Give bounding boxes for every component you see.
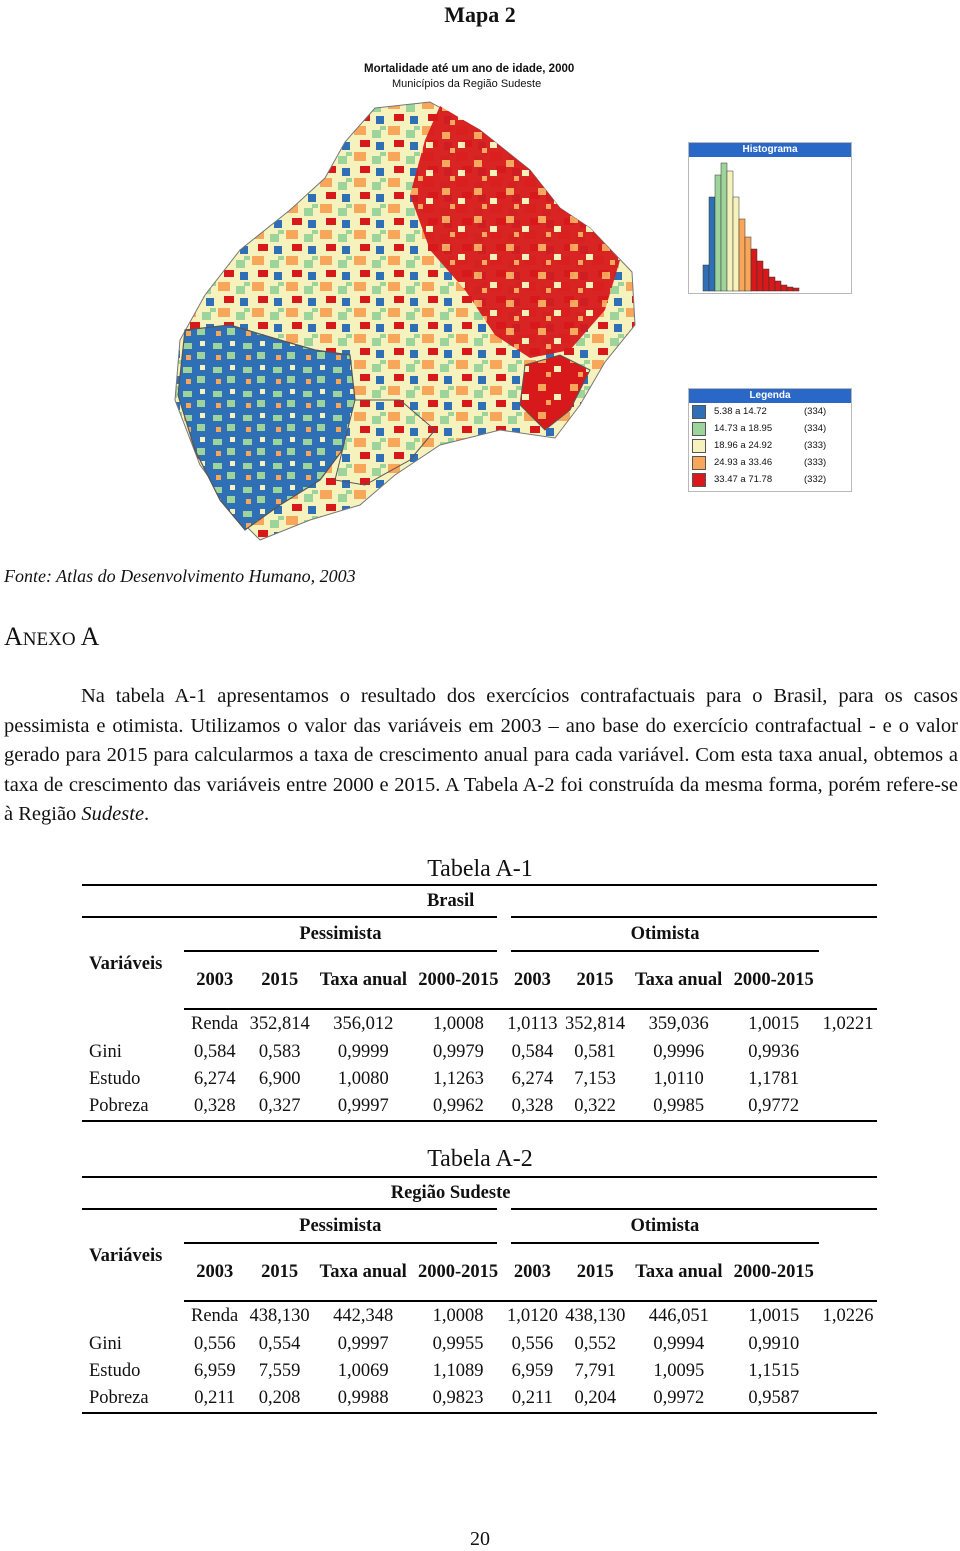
col-header: 2000-2015: [417, 1262, 499, 1282]
table-cell: 6,274: [193, 1068, 236, 1089]
col-header: 2003: [513, 1262, 551, 1282]
col-header: 2000-2015: [733, 970, 814, 990]
table-cell: 0,584: [193, 1041, 236, 1062]
table-cell: 0,9994: [653, 1333, 705, 1354]
pessimist-header: Pessimista: [184, 917, 504, 951]
table-cell: 442,348: [333, 1306, 394, 1326]
table-cell: 352,814: [564, 1014, 626, 1034]
table-cell: 7,791: [574, 1360, 617, 1381]
table-cell: 1,0008: [432, 1014, 484, 1034]
row-label: Renda: [191, 1306, 239, 1326]
table-cell: 6,274: [511, 1068, 554, 1089]
table-region: Brasil: [426, 891, 475, 911]
table-row: [82, 1065, 877, 1092]
col-header: Taxa anual: [319, 1262, 407, 1282]
table-cell: 0,584: [511, 1041, 554, 1062]
row-label: Pobreza: [89, 1388, 149, 1408]
table-cell: 1,0008: [432, 1306, 484, 1326]
table-cell: 0,211: [194, 1388, 236, 1408]
table-cell: 352,814: [249, 1014, 310, 1034]
row-label: Renda: [191, 1014, 239, 1034]
col-header: 2003: [513, 970, 551, 990]
legend-item: [689, 420, 851, 437]
table-cell: 0,9772: [748, 1096, 800, 1116]
table-caption: Tabela A-1: [427, 856, 533, 882]
table-cell: 0,9823: [432, 1388, 484, 1408]
legend-item: [689, 454, 851, 471]
table-cell: 0,328: [193, 1096, 236, 1116]
table-a2: [82, 1176, 877, 1414]
legend-range: 14.73 a 18.95: [714, 423, 773, 434]
table-cell: 1,1515: [748, 1360, 800, 1381]
legend-item: [689, 403, 851, 420]
legend-swatch: [692, 439, 706, 453]
table-cell: 1,0221: [822, 1014, 874, 1034]
table-cell: 1,0113: [507, 1014, 558, 1034]
annex-heading: [4, 622, 99, 652]
table-cell: 1,0110: [653, 1068, 704, 1089]
row-label: Estudo: [89, 1068, 141, 1089]
page-number: 20: [470, 1528, 490, 1550]
col-header: 2015: [576, 970, 614, 990]
table-cell: 438,130: [249, 1306, 310, 1326]
paragraph-text: Na tabela A-1 apresentamos o resultado dos exercícios contrafactuais para o Brasil, para os casos pessimista e otimista. Utilizamos o valor das variáveis em 2003 – ano base do exercício contrafactual - e o valor gerado para 2015 para calcularmos a taxa de crescimento anual para cada variável. Com esta taxa anual, obtemos a taxa de crescimento das variáveis entre 2000 e 2015. A Tabela A-2 foi construída da mesma forma, porém refere-se à Região: [4, 685, 958, 825]
legend-count: (332): [804, 474, 827, 485]
table-cell: 0,9962: [432, 1096, 484, 1116]
optimist-header: Otimista: [504, 1209, 820, 1243]
legend-swatch: [692, 473, 706, 487]
figure-subtitle: Municípios da Região Sudeste: [392, 78, 542, 90]
figure-title: Mortalidade até um ano de idade, 2000: [364, 63, 575, 75]
table-cell: 1,0226: [822, 1306, 874, 1326]
legend-swatch: [692, 422, 706, 436]
table-row: [82, 1038, 877, 1065]
table-cell: 0,581: [574, 1041, 616, 1062]
optimist-header: Otimista: [504, 917, 819, 951]
table-cell: 0,9936: [748, 1041, 800, 1062]
table-cell: 7,559: [258, 1360, 301, 1381]
table-cell: 0,9979: [432, 1041, 484, 1062]
col-header: Taxa anual: [319, 970, 407, 990]
table-cell: 1,0120: [506, 1306, 558, 1326]
table-cell: 0,211: [511, 1388, 553, 1408]
table-cell: 359,036: [648, 1014, 709, 1034]
legend-item: [689, 471, 851, 488]
table-cell: 0,204: [574, 1388, 617, 1408]
body-paragraph: Na tabela A-1 apresentamos o resultado dos exercícios contrafactuais para o Brasil, para os casos pessimista e otimista. Utilizamos o valor das variáveis em 2003 – ano base do exercício contrafactual - e o valor gerado para 2015 para calcularmos a taxa de crescimento anual para cada variável. Com esta taxa anual, obtemos a taxa de crescimento das variáveis entre 2000 e 2015. A Tabela A-2 foi construída da mesma forma, porém refere-se à Região Sudeste.: [4, 685, 958, 825]
map-heading: Mapa 2: [444, 2, 516, 27]
choropleth-map: [150, 100, 640, 560]
table-row: [82, 1092, 877, 1121]
histogram-panel: [688, 142, 852, 294]
table-caption: Tabela A-2: [427, 1146, 533, 1172]
col-header: 2015: [576, 1262, 614, 1282]
table-cell: 1,0015: [748, 1014, 800, 1034]
row-label: Pobreza: [89, 1096, 149, 1116]
row-label: Estudo: [89, 1360, 141, 1381]
variables-header: Variáveis: [89, 954, 163, 974]
legend-swatch: [692, 456, 706, 470]
table-cell: 6,959: [193, 1360, 236, 1381]
table-cell: 1,0095: [653, 1360, 705, 1381]
legend-count: (333): [804, 440, 827, 451]
table-row: [82, 1301, 877, 1330]
table-cell: 7,153: [574, 1068, 616, 1089]
table-cell: 1,1781: [748, 1068, 800, 1089]
table-cell: 6,900: [258, 1068, 301, 1089]
annex-initial: A: [4, 622, 23, 651]
legend-swatch: [692, 405, 706, 419]
table-row: [82, 1384, 877, 1413]
paragraph-end: Sudeste: [81, 803, 145, 825]
col-header: 2000-2015: [733, 1262, 814, 1282]
legend-item: [689, 437, 851, 454]
table-cell: 446,051: [648, 1306, 709, 1326]
table-a1: [82, 884, 877, 1122]
table-cell: 1,0080: [337, 1068, 389, 1089]
table-cell: 0,554: [258, 1333, 301, 1354]
legend-count: (334): [804, 423, 827, 434]
col-header: 2003: [196, 970, 234, 990]
table-cell: 0,9972: [653, 1388, 705, 1408]
legend-count: (333): [804, 457, 827, 468]
histogram-bars: [689, 157, 851, 293]
table-row: [82, 1330, 877, 1357]
table-cell: 0,9910: [748, 1333, 800, 1354]
row-label: Gini: [89, 1333, 122, 1354]
col-header: Taxa anual: [635, 1262, 723, 1282]
legend-range: 18.96 a 24.92: [714, 440, 773, 451]
table-cell: 0,583: [258, 1041, 301, 1062]
pessimist-header: Pessimista: [184, 1209, 504, 1243]
annex-letter: A: [80, 622, 100, 651]
table-cell: 0,9985: [653, 1096, 705, 1116]
table-cell: 0,9999: [337, 1041, 389, 1062]
table-cell: 0,9587: [748, 1388, 800, 1408]
col-header: 2000-2015: [418, 970, 499, 990]
legend-title: Legenda: [689, 389, 851, 403]
table-cell: 1,1089: [432, 1360, 484, 1381]
histogram-title: Histograma: [689, 143, 851, 157]
table-cell: 0,327: [258, 1096, 301, 1116]
annex-word-rest: NEXO: [22, 629, 76, 650]
col-header: 2003: [196, 1262, 234, 1282]
table-cell: 0,328: [511, 1096, 554, 1116]
table-cell: 0,556: [511, 1333, 554, 1354]
table-cell: 356,012: [333, 1014, 394, 1034]
table-cell: 0,9988: [337, 1388, 389, 1408]
table-cell: 0,9955: [432, 1333, 484, 1354]
table-cell: 0,322: [574, 1096, 616, 1116]
legend-range: 24.93 a 33.46: [714, 457, 773, 468]
table-cell: 0,556: [193, 1333, 236, 1354]
table-cell: 0,208: [258, 1388, 301, 1408]
col-header: 2015: [261, 1262, 299, 1282]
table-cell: 0,552: [574, 1333, 617, 1354]
table-cell: 1,0069: [337, 1360, 389, 1381]
table-region: Região Sudeste: [390, 1183, 511, 1203]
table-cell: 0,9997: [337, 1333, 389, 1354]
legend-panel: [688, 388, 852, 492]
figure-source: Fonte: Atlas do Desenvolvimento Humano, 2003: [4, 566, 356, 586]
table-cell: 1,1263: [432, 1068, 484, 1089]
table-cell: 0,9997: [337, 1096, 389, 1116]
table-row: [82, 1009, 877, 1038]
variables-header: Variáveis: [89, 1246, 163, 1266]
legend-range: 33.47 a 71.78: [714, 474, 773, 485]
table-row: [82, 1357, 877, 1384]
col-header: 2015: [261, 970, 299, 990]
legend-range: 5.38 a 14.72: [714, 406, 767, 417]
table-cell: 1,0015: [748, 1306, 800, 1326]
col-header: Taxa anual: [635, 970, 723, 990]
table-cell: 6,959: [511, 1360, 554, 1381]
table-cell: 0,9996: [653, 1041, 705, 1062]
table-cell: 438,130: [565, 1306, 626, 1326]
legend-count: (334): [804, 406, 827, 417]
row-label: Gini: [89, 1041, 122, 1062]
